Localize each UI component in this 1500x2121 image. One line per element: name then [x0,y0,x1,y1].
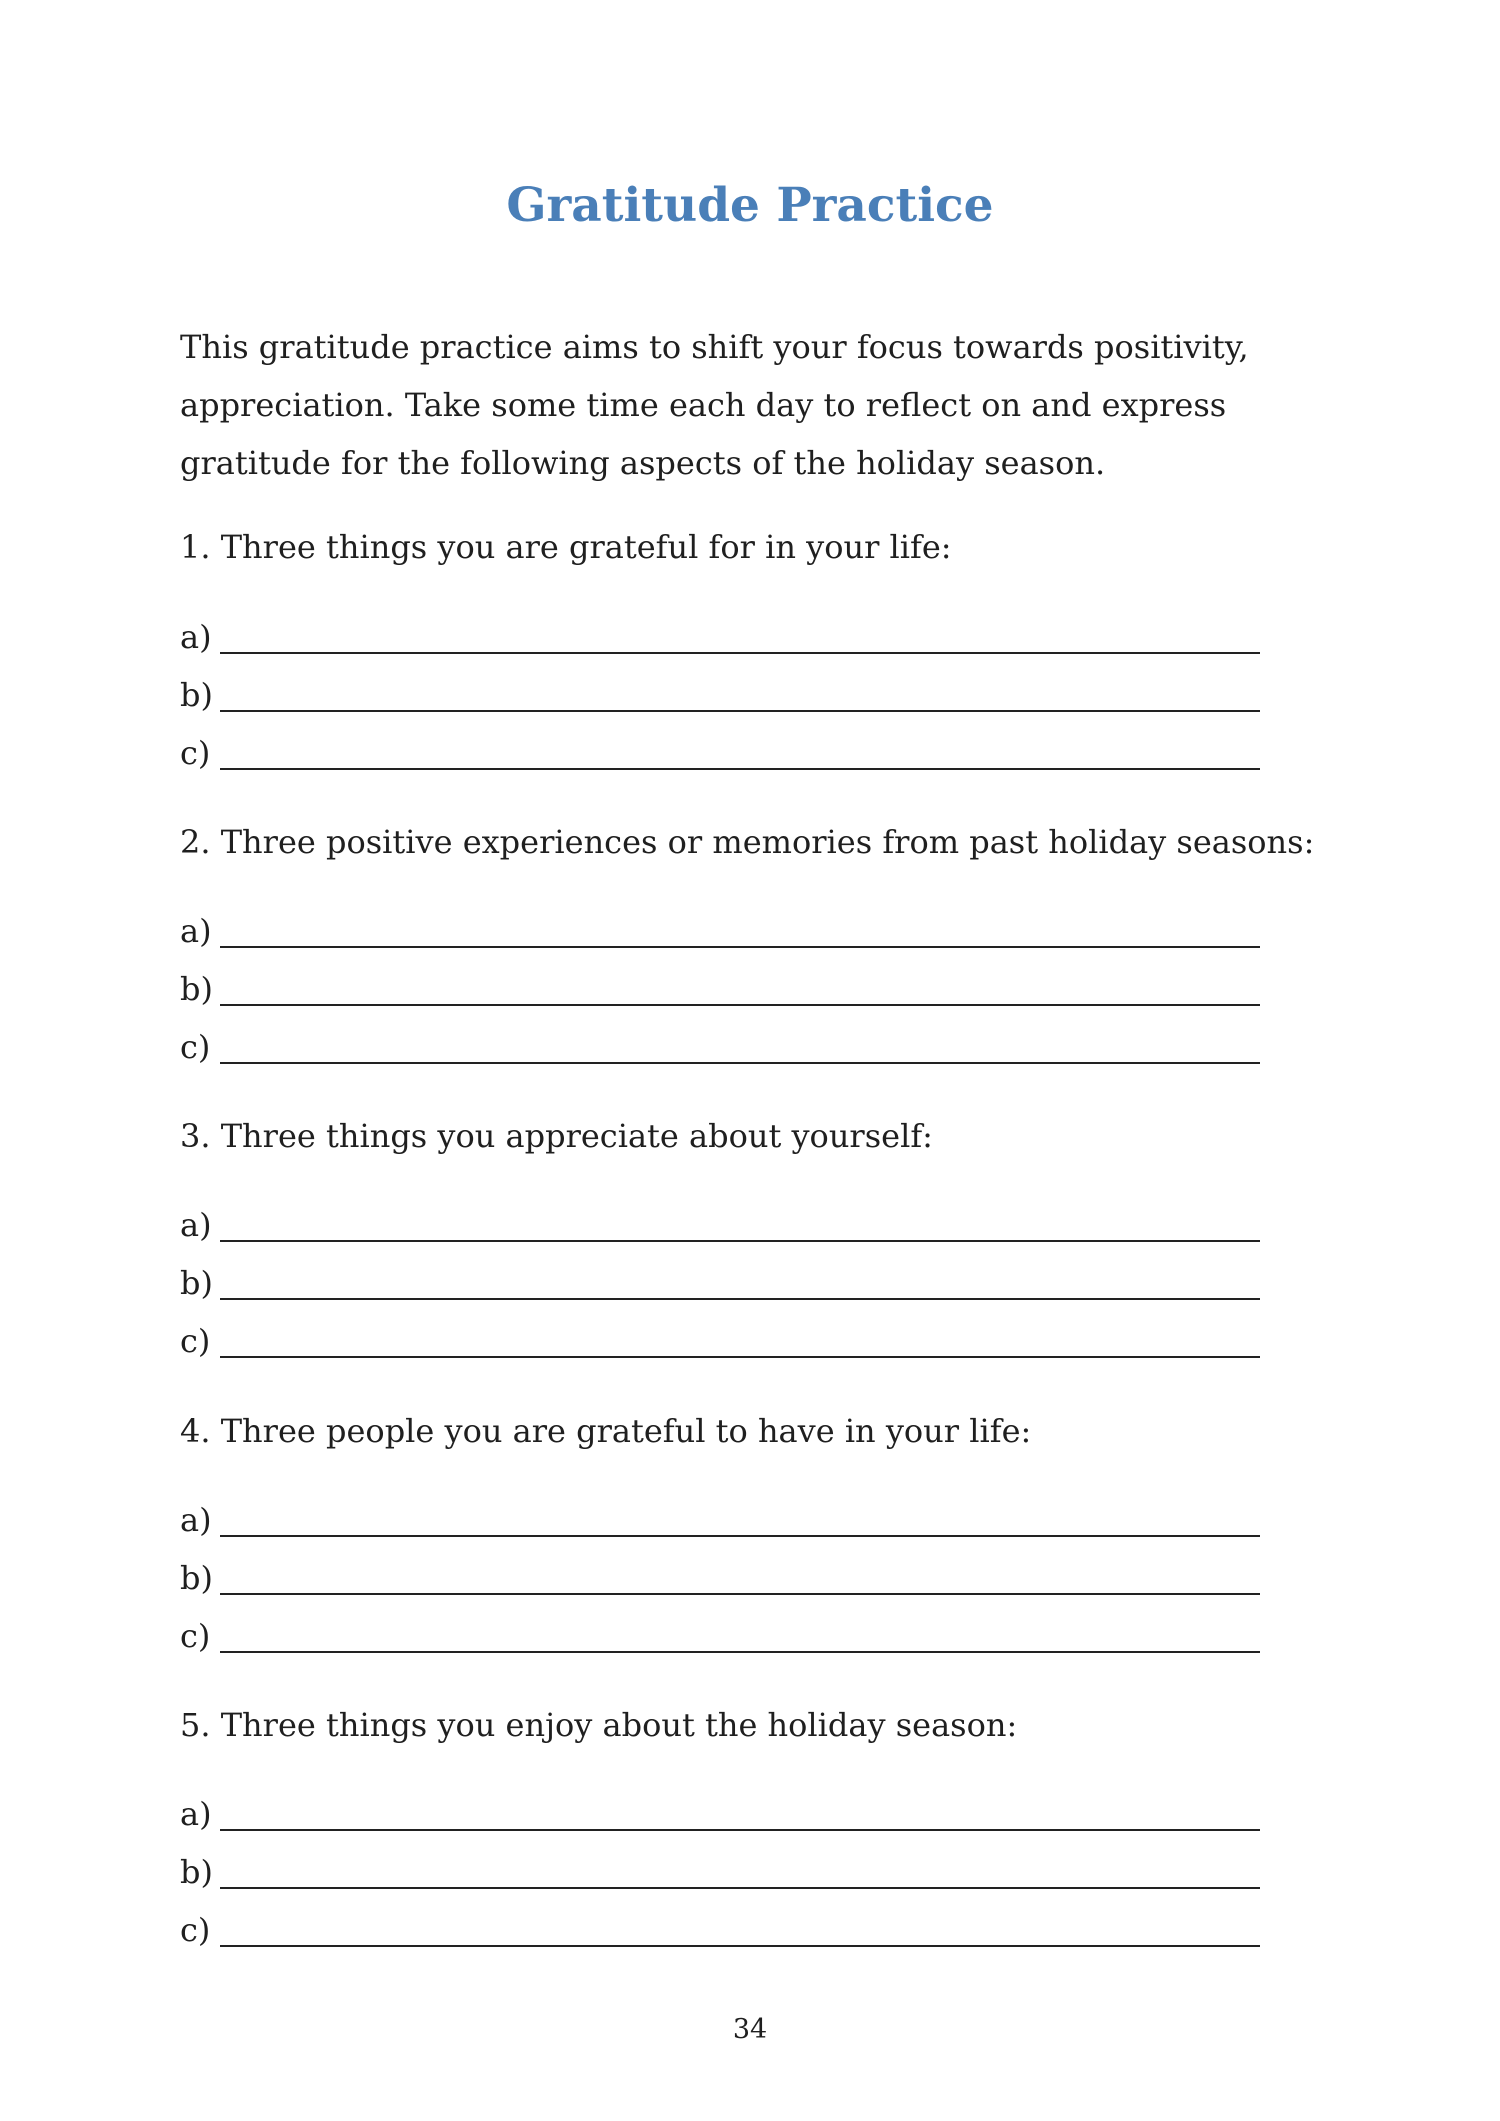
answer-label: a) [180,1501,212,1539]
answer-blank-line[interactable] [220,1062,1260,1064]
answer-blank-line[interactable] [220,652,1260,654]
answer-row-3a [180,1196,1260,1254]
question-1: 1. Three things you are grateful for in your life: [180,528,952,566]
answer-row-1a [180,608,1260,666]
answer-blank-line[interactable] [220,946,1260,948]
answer-row-5a [180,1785,1260,1843]
answer-label: b) [180,970,213,1008]
answer-blank-line[interactable] [220,710,1260,712]
answer-row-5c [180,1901,1260,1959]
answer-row-4a [180,1491,1260,1549]
answer-row-2b [180,960,1260,1018]
answer-blank-line[interactable] [220,768,1260,770]
answer-label: b) [180,1264,213,1302]
answer-blank-line[interactable] [220,1298,1260,1300]
answer-row-3b [180,1254,1260,1312]
answer-label: c) [180,1911,211,1949]
answer-label: c) [180,1028,211,1066]
answer-blank-line[interactable] [220,1829,1260,1831]
page-number: 34 [732,2014,768,2045]
answer-label: a) [180,912,212,950]
answer-label: b) [180,676,213,714]
answer-label: b) [180,1853,213,1891]
answer-row-3c [180,1312,1260,1370]
answer-blank-line[interactable] [220,1240,1260,1242]
answer-blank-line[interactable] [220,1356,1260,1358]
answer-label: a) [180,1795,212,1833]
answer-row-5b [180,1843,1260,1901]
page-title: Gratitude Practice [506,178,994,233]
answer-label: a) [180,618,212,656]
question-2: 2. Three positive experiences or memories from past holiday seasons: [180,823,1315,861]
answer-blank-line[interactable] [220,1887,1260,1889]
question-4: 4. Three people you are grateful to have in your life: [180,1412,1032,1450]
answer-label: a) [180,1206,212,1244]
answer-label: c) [180,1617,211,1655]
answer-blank-line[interactable] [220,1945,1260,1947]
answer-row-4c [180,1607,1260,1665]
answer-row-1b [180,666,1260,724]
answer-row-2c [180,1018,1260,1076]
answer-blank-line[interactable] [220,1535,1260,1537]
answer-label: c) [180,1322,211,1360]
answer-blank-line[interactable] [220,1593,1260,1595]
answer-blank-line[interactable] [220,1651,1260,1653]
answer-label: c) [180,734,211,772]
answer-row-4b [180,1549,1260,1607]
answer-row-1c [180,724,1260,782]
intro-paragraph: This gratitude practice aims to shift your focus towards positivity, appreciation. Take some time each day to reflect on and express gratitude for the following aspects of the holiday season. [180,328,1249,482]
answer-label: b) [180,1559,213,1597]
answer-row-2a [180,902,1260,960]
answer-blank-line[interactable] [220,1004,1260,1006]
question-5: 5. Three things you enjoy about the holiday season: [180,1706,1018,1744]
question-3: 3. Three things you appreciate about yourself: [180,1117,933,1155]
